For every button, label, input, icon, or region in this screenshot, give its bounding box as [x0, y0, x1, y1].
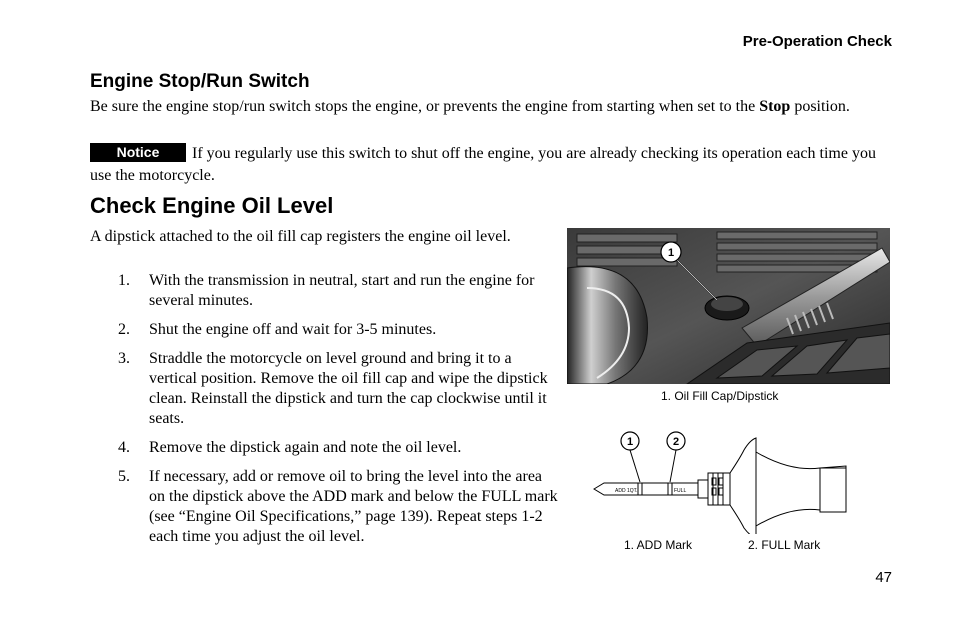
stop-bold-word: Stop	[759, 98, 791, 115]
add-mark-text: ADD 1QT.	[615, 488, 638, 494]
step-text: With the transmission in neutral, start and run the engine for several minutes.	[149, 272, 535, 309]
step-number: 4.	[118, 439, 130, 456]
callout-number: 1	[667, 247, 675, 259]
list-item	[118, 349, 558, 429]
notice-text: If you regularly use this switch to shut off the engine, you are already checking its operation each time you use the motorcycle.	[90, 145, 876, 184]
list-item	[118, 320, 558, 340]
step-text: If necessary, add or remove oil to bring the level into the area on the dipstick above the ADD mark and below the FULL mark (see “Engine Oil Specifications,” page 139). Repeat steps 1‑2 each time you adjust the oil level.	[149, 468, 558, 545]
step-number: 5.	[118, 468, 130, 485]
full-mark-text: FULL	[674, 488, 687, 494]
oil-steps-list	[118, 271, 558, 556]
stop-run-paragraph	[90, 96, 900, 117]
section-title-stop-run-switch: Engine Stop/Run Switch	[90, 71, 310, 92]
notice-badge: Notice	[90, 143, 186, 162]
step-number: 2.	[118, 321, 130, 338]
step-number: 3.	[118, 350, 130, 367]
step-text: Remove the dipstick again and note the oil level.	[149, 439, 462, 456]
running-header: Pre‑Operation Check	[742, 33, 892, 50]
figure1-caption: 1. Oil Fill Cap/Dipstick	[661, 389, 779, 403]
step-text: Straddle the motorcycle on level ground and bring it to a vertical position. Remove the oil fill cap and wipe the dipstick clean. Reinstall the dipstick and turn the cap clockwise until it seats.	[149, 350, 548, 427]
section-title-check-oil: Check Engine Oil Level	[90, 193, 334, 218]
step-number: 1.	[118, 272, 130, 289]
oil-intro-paragraph: A dipstick attached to the oil fill cap registers the engine oil level.	[90, 228, 511, 245]
page-number: 47	[875, 569, 892, 586]
callout-number-2: 2	[672, 436, 680, 448]
dipstick-diagram	[590, 428, 860, 534]
stop-run-text: Be sure the engine stop/run switch stops the engine, or prevents the engine from starting when set to the	[90, 98, 760, 115]
figure2-caption-add: 1. ADD Mark	[624, 538, 693, 552]
list-item	[118, 467, 558, 547]
notice-paragraph	[90, 143, 900, 187]
oil-fill-cap-photo	[567, 228, 890, 384]
callout-number-1: 1	[626, 436, 634, 448]
step-text: Shut the engine off and wait for 3‑5 minutes.	[149, 321, 437, 338]
stop-run-text-end: position.	[790, 98, 850, 115]
figure2-caption-full: 2. FULL Mark	[748, 538, 821, 552]
list-item	[118, 438, 558, 458]
list-item	[118, 271, 558, 311]
